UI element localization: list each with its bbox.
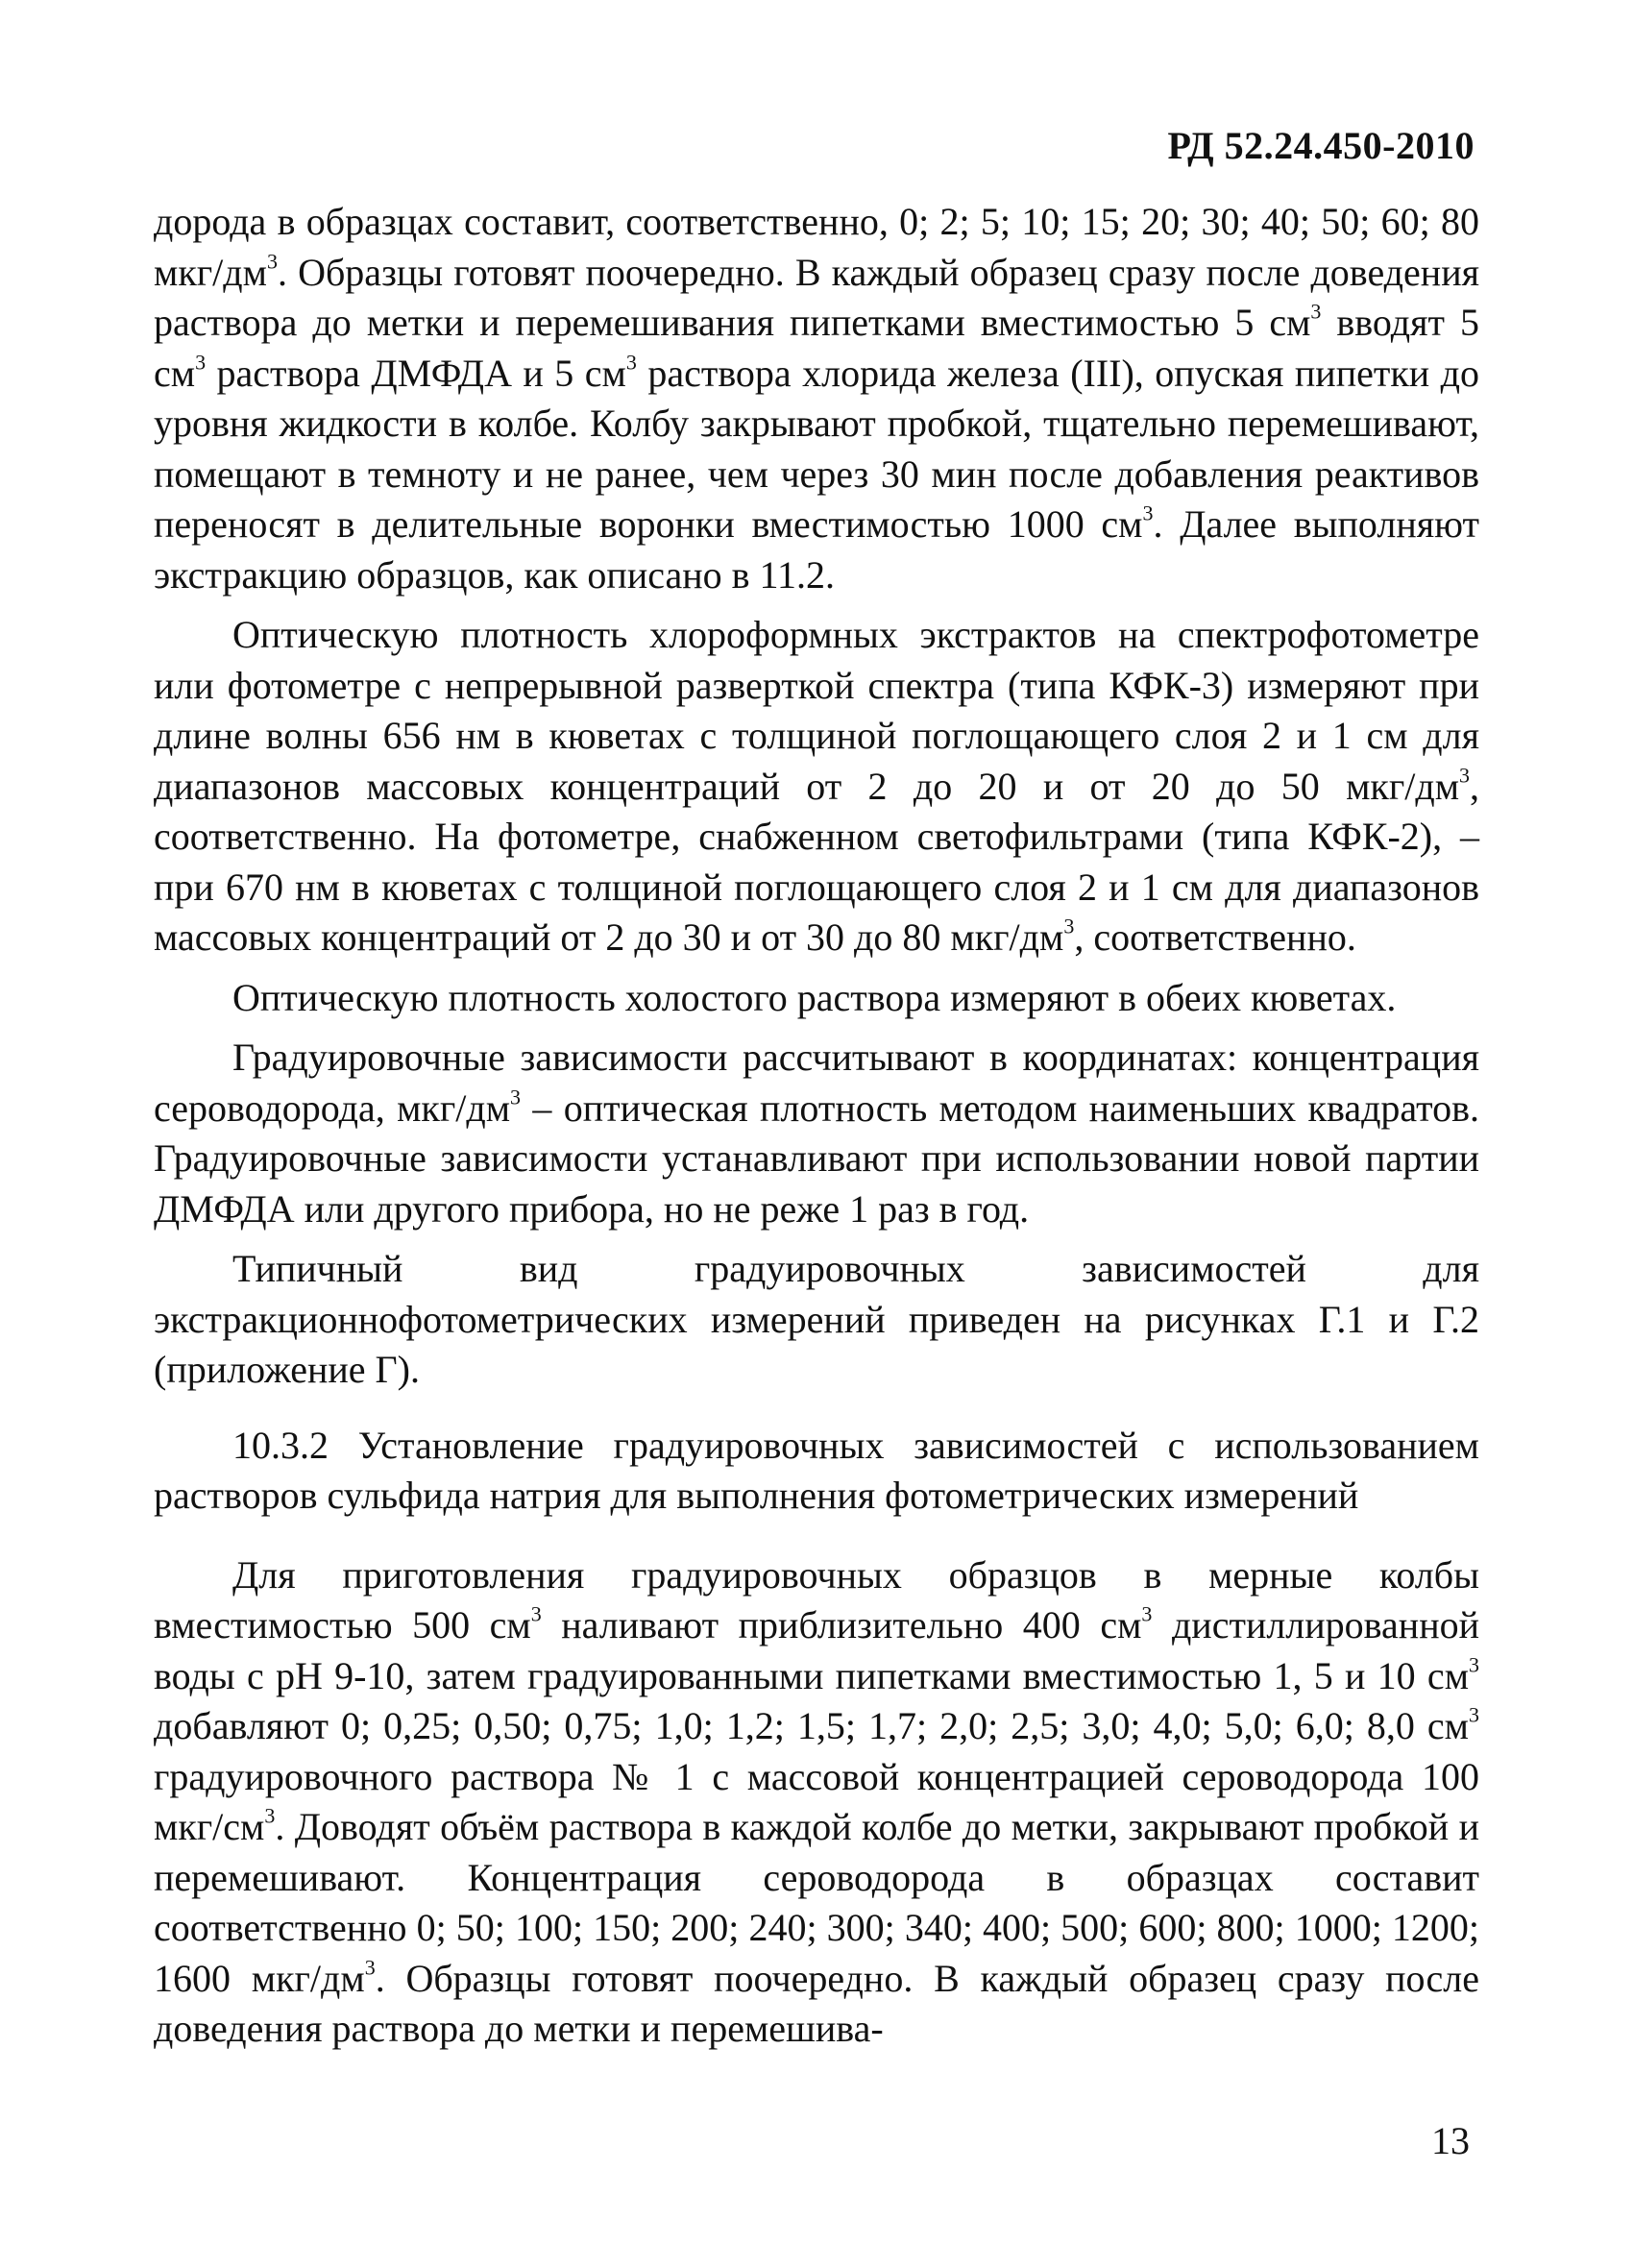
superscript: 3 bbox=[1141, 1601, 1153, 1626]
text-run: наливают приблизительно 400 см bbox=[541, 1603, 1142, 1646]
superscript: 3 bbox=[1142, 500, 1154, 525]
document-code: РД 52.24.450-2010 bbox=[1167, 124, 1475, 167]
page-number: 13 bbox=[1431, 2119, 1470, 2162]
superscript: 3 bbox=[1459, 762, 1470, 787]
text-run: Оптическую плотность холостого раствора измеряют в обеих кюветах. bbox=[232, 975, 1397, 1019]
text-run: раствора ДМФДА и 5 см bbox=[206, 351, 626, 395]
superscript: 3 bbox=[364, 1954, 376, 1979]
superscript: 3 bbox=[530, 1601, 542, 1626]
text-run: . Далее выполняют экстракцию образцов, как описано в 11.2. bbox=[154, 502, 1480, 597]
text-run: добавляют 0; 0,25; 0,50; 0,75; 1,0; 1,2; 1,5; 1,7; 2,0; 2,5; 3,0; 4,0; 5,0; 6,0; 8,0 см bbox=[154, 1704, 1469, 1747]
text-run: Градуировочные зависимости рассчитывают в координатах: концентрация сероводорода, мкг/дм bbox=[154, 1036, 1479, 1130]
text-run: Типичный вид градуировочных зависимостей для экстракционнофотометрических измерений приведен на рисунках Г.1 и Г.2 (приложение Г). bbox=[154, 1247, 1479, 1391]
section-heading bbox=[154, 1421, 1479, 1522]
paragraph bbox=[154, 973, 1479, 1024]
paragraph bbox=[154, 1244, 1479, 1396]
paragraph bbox=[154, 610, 1479, 963]
text-run: дистиллированной воды с рН 9-10, затем градуированными пипетками вместимостью 1, 5 и 10 см bbox=[154, 1603, 1480, 1697]
text-run: , соответственно. На фотометре, снабженном светофильтрами (типа КФК-2), – при 670 нм в кюветах с толщиной поглощающего слоя 2 и 1 см для диапазонов массовых концентраций от 2 до 30 и от 30 до 80 мкг/дм bbox=[154, 764, 1479, 959]
superscript: 3 bbox=[625, 349, 637, 374]
superscript: 3 bbox=[1469, 1651, 1479, 1676]
text-run: градуировочного раствора № 1 с массовой концентрацией сероводорода 100 мкг/см bbox=[154, 1754, 1479, 1848]
body-text bbox=[154, 197, 1479, 2064]
text-run: раствора хлорида железа (III), опуская пипетки до уровня жидкости в колбе. Колбу закрывают пробкой, тщательно перемешивают, помещают в темноту и не ранее, чем через 30 мин после добавления реактивов переносят в делительные воронки вместимостью 1000 см bbox=[154, 351, 1479, 546]
superscript: 3 bbox=[264, 1803, 276, 1828]
paragraph bbox=[154, 1033, 1479, 1234]
superscript: 3 bbox=[1310, 299, 1322, 324]
text-run: 10.3.2 Установление градуировочных зависимостей с использованием растворов сульфида натрия для выполнения фотометрических измерений bbox=[154, 1423, 1479, 1517]
text-run: , соответственно. bbox=[1074, 915, 1356, 959]
paragraph bbox=[154, 1550, 1479, 2055]
text-run: вводят 5 см bbox=[154, 301, 1480, 395]
superscript: 3 bbox=[195, 349, 207, 374]
text-run: Для приготовления градуировочных образцов в мерные колбы вместимостью 500 см bbox=[154, 1552, 1479, 1646]
paragraph bbox=[154, 197, 1479, 600]
superscript: 3 bbox=[266, 248, 278, 273]
superscript: 3 bbox=[510, 1084, 522, 1109]
text-run: . Образцы готовят поочередно. В каждый образец сразу после доведения раствора до метки и перемешивания пипетками вместимостью 5 см bbox=[154, 250, 1479, 344]
text-run: Оптическую плотность хлороформных экстрактов на спектрофотометре или фотометре с непрерывной разверткой спектра (типа КФК-3) измеряют при длине волны 656 нм в кюветах с толщиной поглощающего слоя 2 и 1 см для диапазонов массовых концентраций от 2 до 20 и от 20 до 50 мкг/дм bbox=[154, 613, 1479, 808]
text-run: – оптическая плотность методом наименьших квадратов. Градуировочные зависимости устанавливают при использовании новой партии ДМФДА или другого прибора, но не реже 1 раз в год. bbox=[154, 1085, 1479, 1231]
text-run: . Образцы готовят поочередно. В каждый образец сразу после доведения раствора до метки и перемешива- bbox=[154, 1956, 1479, 2050]
text-run: дорода в образцах составит, соответственно, 0; 2; 5; 10; 15; 20; 30; 40; 50; 60; 80 мкг/дм bbox=[154, 200, 1479, 294]
superscript: 3 bbox=[1469, 1702, 1479, 1727]
text-run: . Доводят объём раствора в каждой колбе до метки, закрывают пробкой и перемешивают. Концентрация сероводорода в образцах составит соответственно 0; 50; 100; 150; 200; 240; 300; 340; 400; 500; 600; 800; 1000; 1200; 1600 мкг/дм bbox=[154, 1805, 1479, 2000]
superscript: 3 bbox=[1063, 914, 1075, 939]
